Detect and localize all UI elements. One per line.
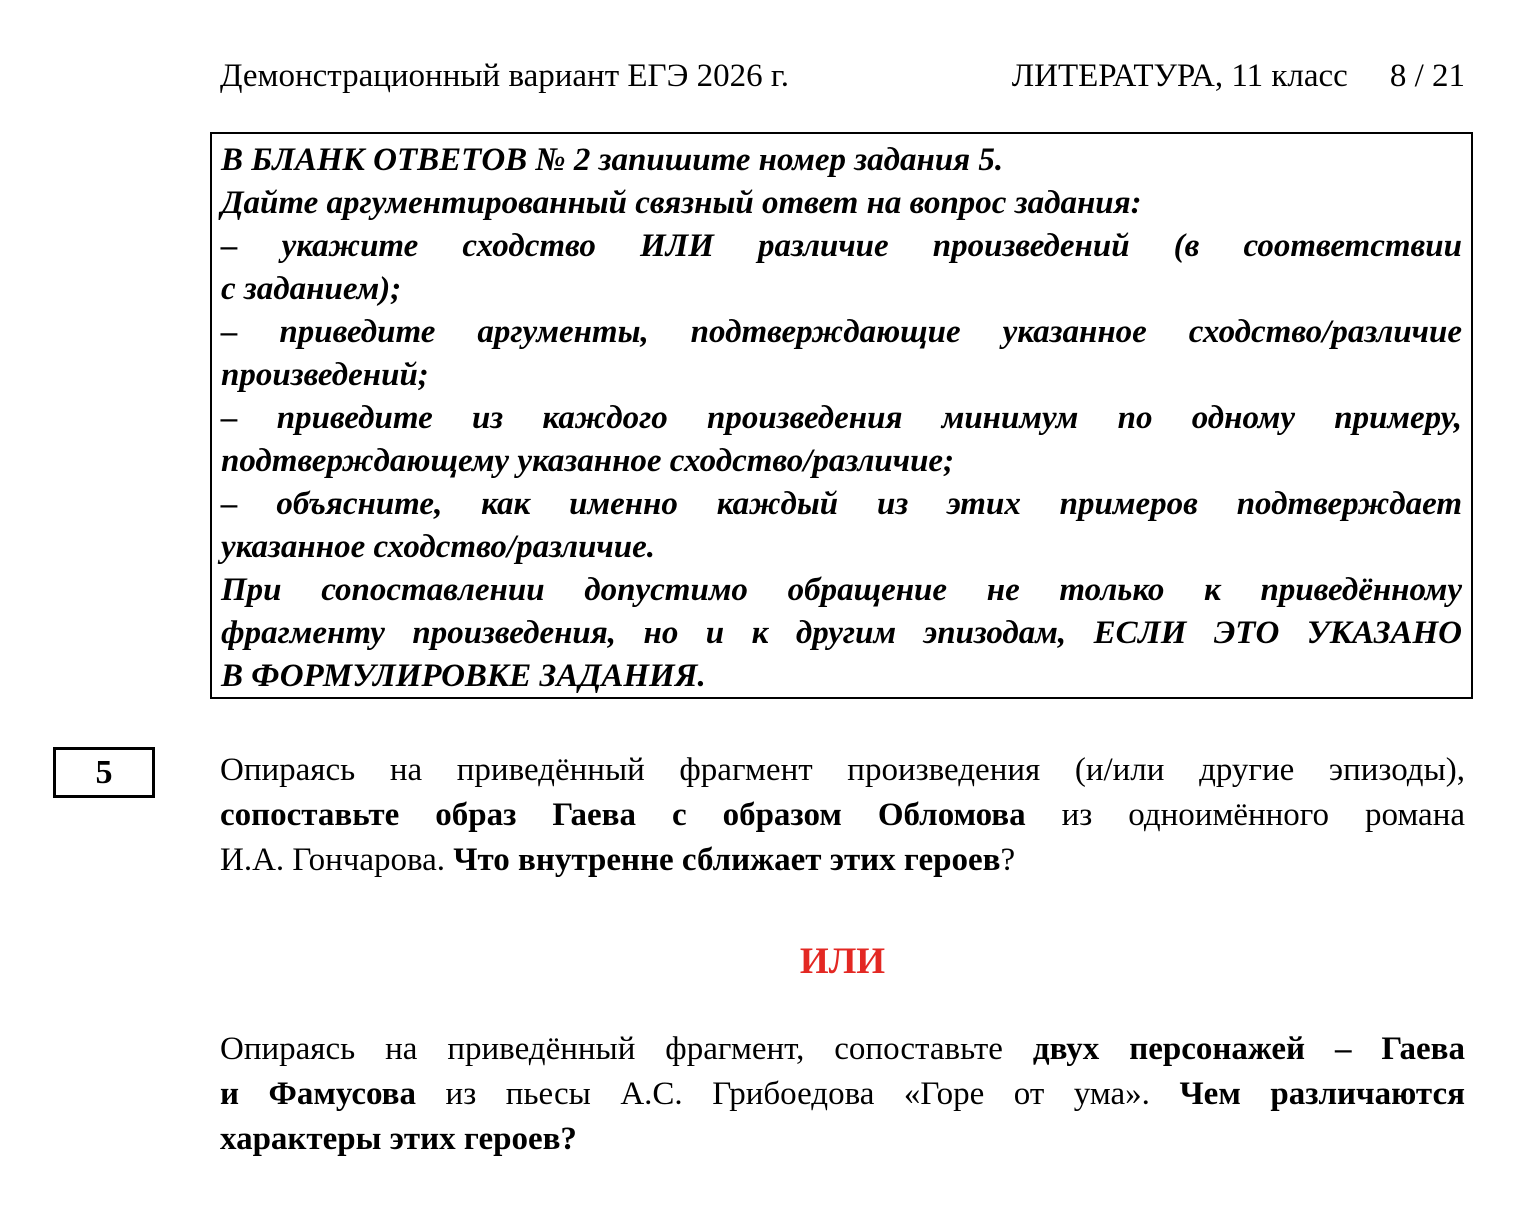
header-right-group bbox=[1012, 56, 1465, 96]
or-separator: ИЛИ bbox=[799, 941, 886, 982]
subject-label: ЛИТЕРАТУРА, 11 класс bbox=[1011, 58, 1348, 94]
document-title: Демонстрационный вариант ЕГЭ 2026 г. bbox=[220, 58, 789, 94]
instruction-line: При сопоставлении допустимо обращение не только к приведённому bbox=[221, 572, 1462, 608]
instruction-line: Дайте аргументированный связный ответ на вопрос задания: bbox=[221, 185, 1142, 221]
task-number: 5 bbox=[95, 753, 113, 791]
instruction-line: – укажите сходство ИЛИ различие произведений (в соответствии bbox=[221, 228, 1462, 264]
task-line: характеры этих героев? bbox=[220, 1121, 577, 1157]
task-option-b bbox=[220, 1027, 1465, 1162]
instruction-line: – приведите из каждого произведения минимум по одному примеру, bbox=[221, 400, 1462, 436]
task-option-a bbox=[220, 748, 1465, 883]
instruction-box bbox=[210, 132, 1473, 699]
page-number: 8 / 21 bbox=[1389, 58, 1465, 94]
instruction-line: – объясните, как именно каждый из этих примеров подтверждает bbox=[221, 486, 1462, 522]
task-number-box bbox=[53, 747, 155, 798]
instruction-line: указанное сходство/различие. bbox=[221, 529, 655, 565]
task-line: сопоставьте образ Гаева с образом Обломова из одноимённого романа bbox=[220, 797, 1465, 833]
task-line: и Фамусова из пьесы А.С. Грибоедова «Горе от ума». Чем различаются bbox=[220, 1076, 1466, 1112]
instruction-line: В БЛАНК ОТВЕТОВ № 2 запишите номер задания 5. bbox=[221, 142, 1004, 178]
instruction-line: с заданием); bbox=[221, 271, 402, 307]
instruction-line: произведений; bbox=[221, 357, 429, 393]
page-header bbox=[220, 56, 1465, 96]
task-line: Опираясь на приведённый фрагмент произведения (и/или другие эпизоды), bbox=[220, 752, 1465, 788]
task-line: И.А. Гончарова. Что внутренне сближает этих героев? bbox=[220, 842, 1016, 878]
instruction-line: фрагменту произведения, но и к другим эпизодам, ЕСЛИ ЭТО УКАЗАНО bbox=[221, 615, 1462, 651]
instruction-line: – приведите аргументы, подтверждающие указанное сходство/различие bbox=[221, 314, 1462, 350]
instruction-line: В ФОРМУЛИРОВКЕ ЗАДАНИЯ. bbox=[221, 658, 706, 694]
task-line: Опираясь на приведённый фрагмент, сопоставьте двух персонажей – Гаева bbox=[220, 1031, 1465, 1067]
instruction-line: подтверждающему указанное сходство/различие; bbox=[221, 443, 955, 479]
